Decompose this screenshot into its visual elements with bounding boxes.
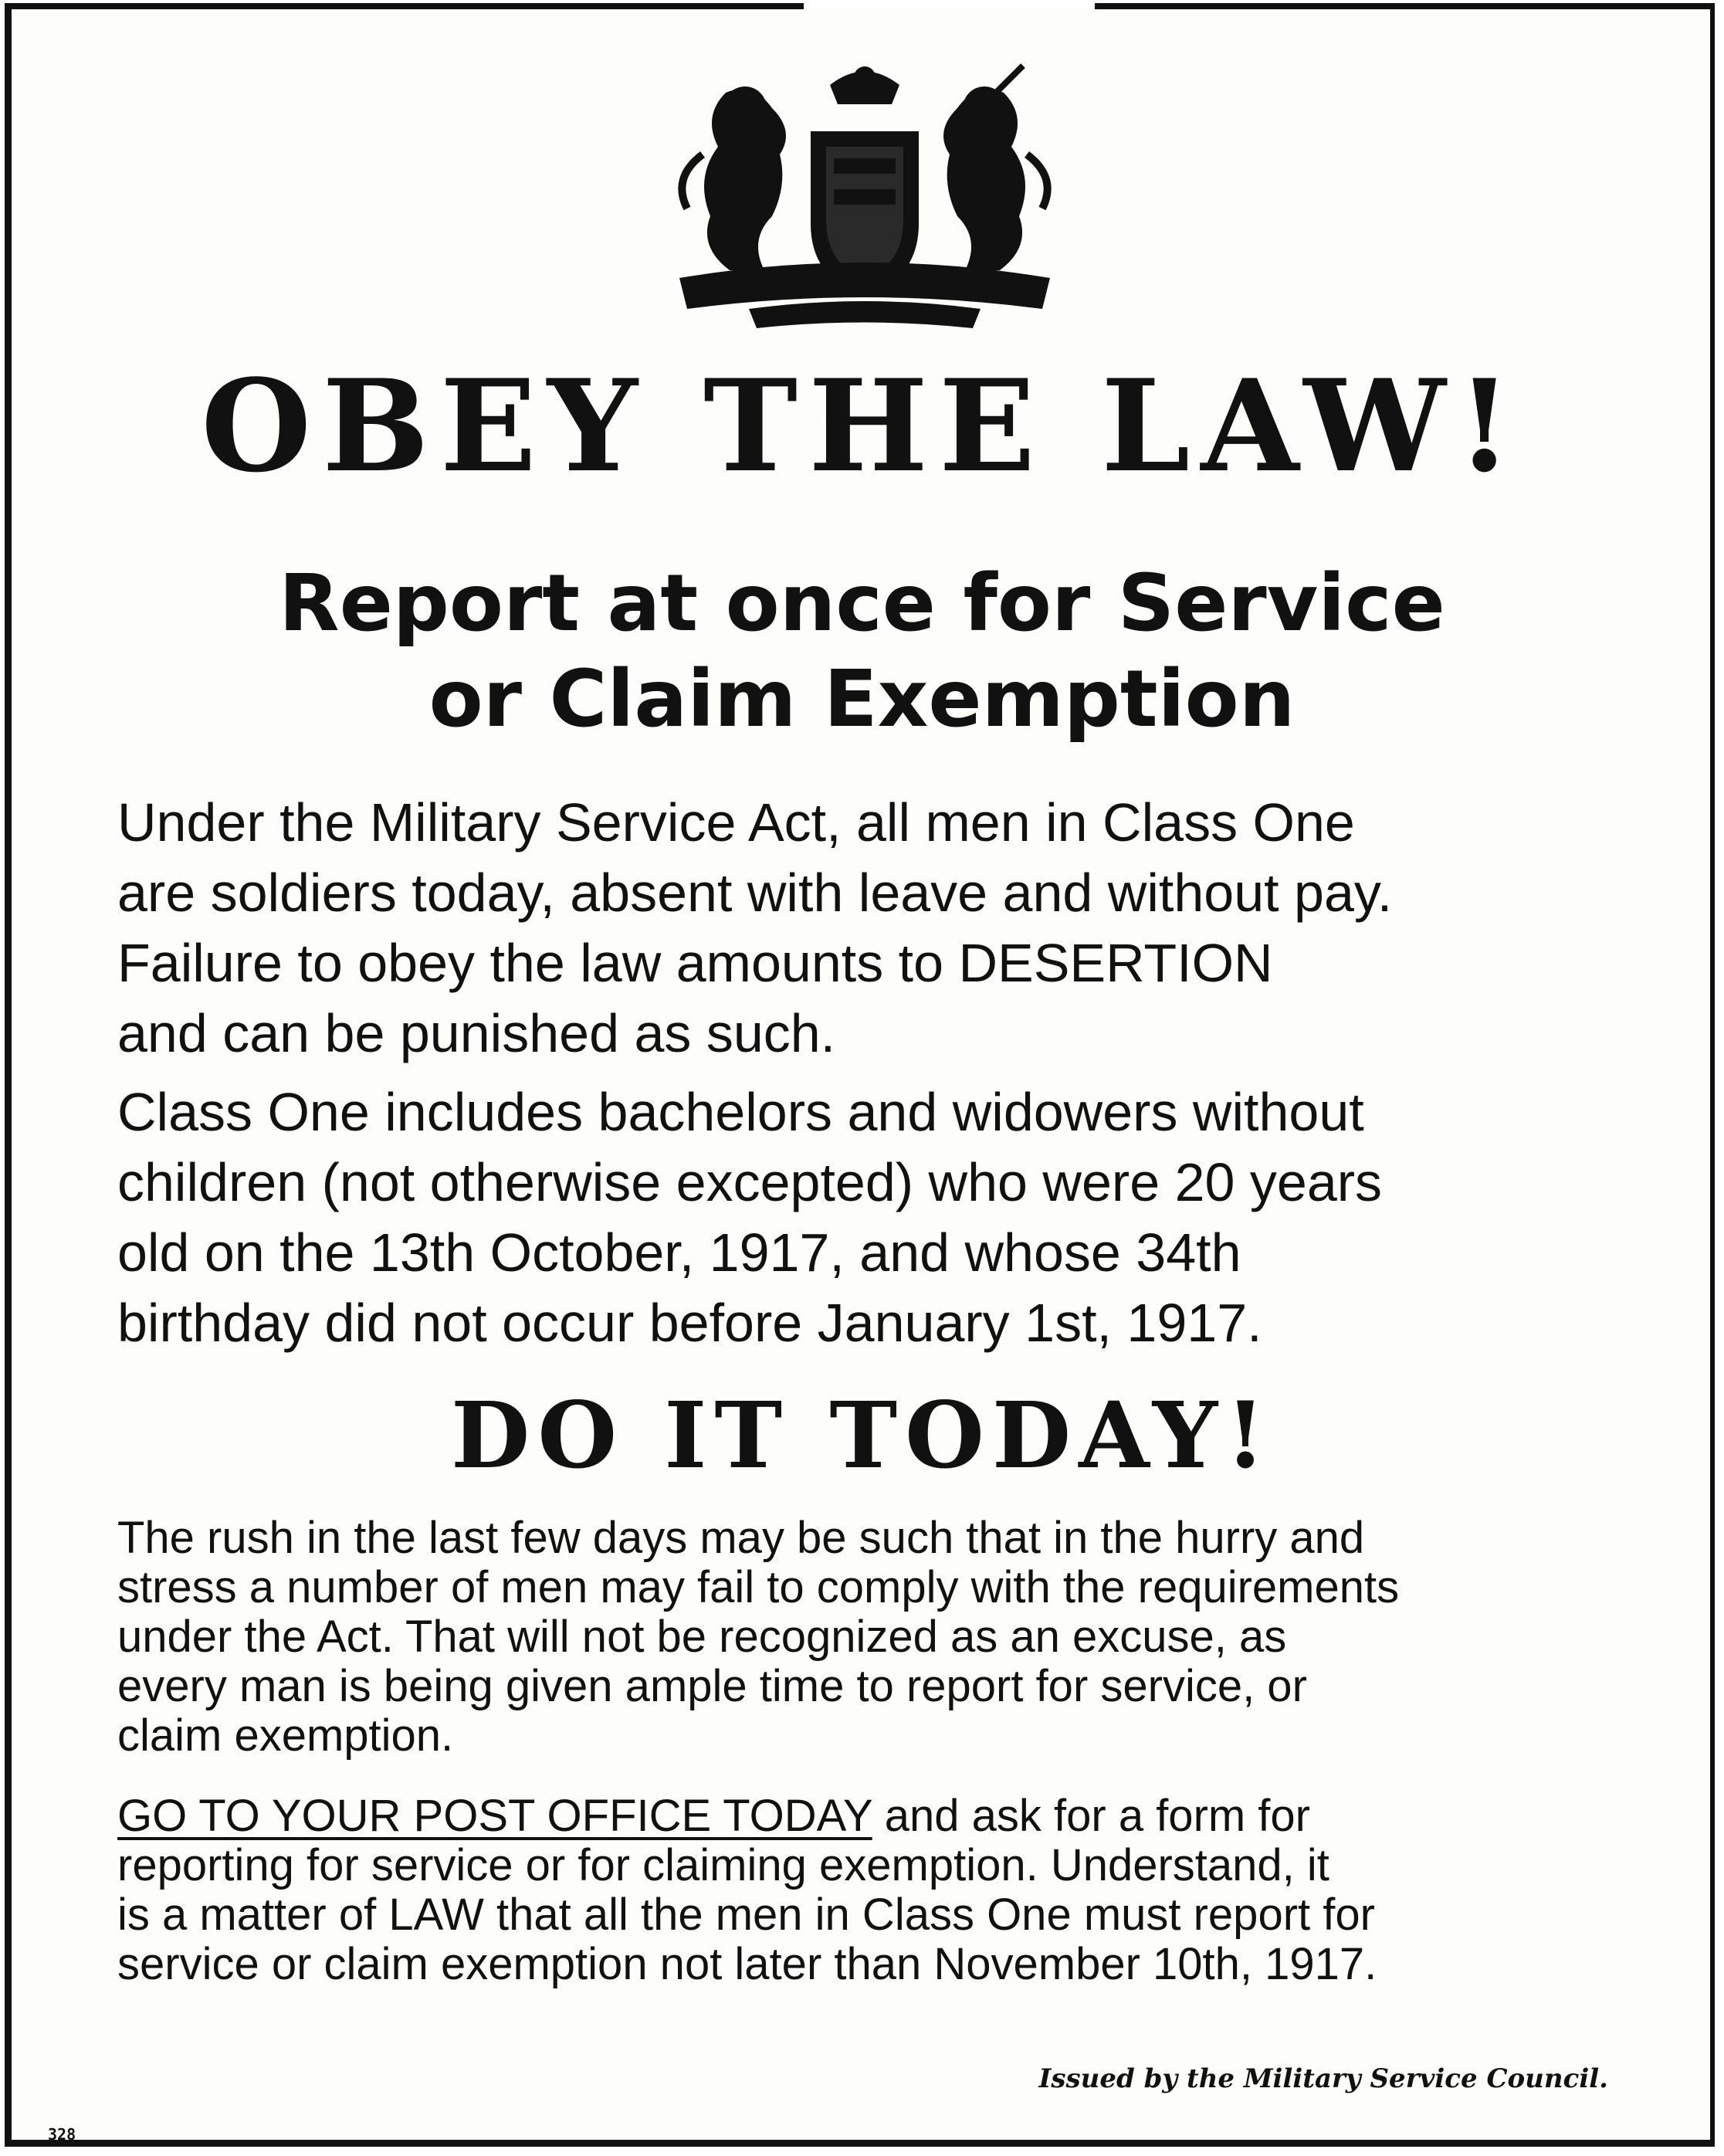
paragraph-line: Failure to obey the law amounts to DESERTION [117, 933, 1273, 993]
paragraph-line: The rush in the last few days may be such that in the hurry and [117, 1513, 1365, 1563]
paragraph-line [117, 1792, 1615, 1841]
paragraph-line: birthday did not occur before January 1st, 1917. [117, 1293, 1262, 1353]
subtitle [0, 556, 1724, 747]
page-title: OBEY THE LAW! [201, 351, 1523, 500]
subtitle-line-2: or Claim Exemption [428, 653, 1296, 745]
print-code: 328 [48, 2125, 76, 2144]
subtitle-line-1: Report at once for Service [279, 558, 1445, 649]
do-it-today-heading: DO IT TODAY! [451, 1381, 1273, 1489]
paragraph-line: Under the Military Service Act, all men in Class One [117, 792, 1355, 853]
paragraph-line: stress a number of men may fail to comply with the requirements [117, 1562, 1400, 1612]
issuer-credit: Issued by the Military Service Council. [1038, 2063, 1608, 2094]
paragraph-line: are soldiers today, absent with leave and without pay. [117, 863, 1393, 923]
post-office-callout: GO TO YOUR POST OFFICE TODAY [117, 1791, 872, 1841]
paragraph-line: under the Act. That will not be recognized as an excuse, as [117, 1612, 1287, 1662]
paragraph-line: reporting for service or for claiming exemption. Understand, it [117, 1840, 1329, 1890]
paragraph-military-service-act [117, 788, 1615, 1069]
paragraph-line: claim exemption. [117, 1710, 454, 1761]
paragraph-line: service or claim exemption not later than November 10th, 1917. [117, 1939, 1377, 1989]
paragraph-line: old on the 13th October, 1917, and whose 34th [117, 1222, 1241, 1283]
paragraph-line: Class One includes bachelors and widowers without [117, 1082, 1364, 1142]
paragraph-rush-warning [117, 1514, 1615, 1761]
paragraph-class-one-definition [117, 1077, 1615, 1358]
paragraph-post-office [117, 1792, 1615, 1989]
paragraph-line: is a matter of LAW that all the men in Class One must report for [117, 1890, 1375, 1940]
canada-coat-of-arms-icon [656, 62, 1073, 340]
paragraph-line: children (not otherwise excepted) who were 20 years [117, 1152, 1383, 1212]
paragraph-line: and can be punished as such. [117, 1003, 836, 1063]
crest-label: CANADA [806, 303, 916, 326]
paragraph-line: every man is being given ample time to report for service, or [117, 1661, 1307, 1711]
paragraph-line-rest: and ask for a form for [872, 1791, 1310, 1841]
